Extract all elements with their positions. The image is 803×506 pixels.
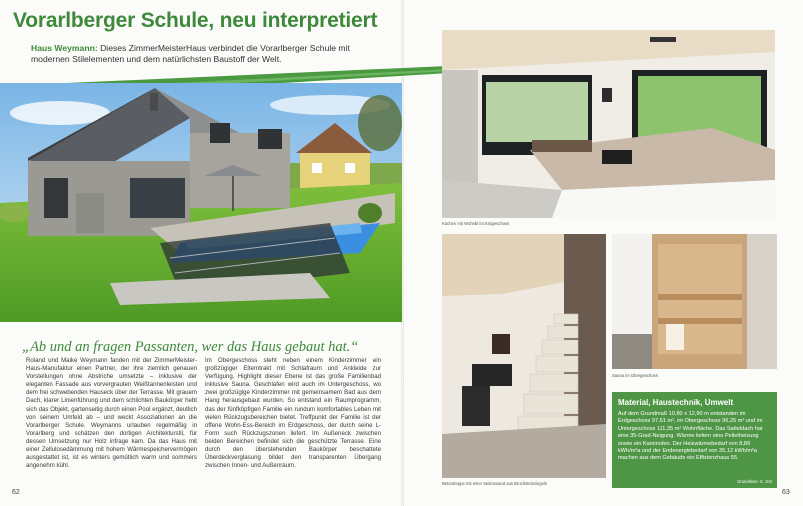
pull-quote: „Ab und an fragen Passanten, wer das Haus gebaut hat.“	[22, 339, 359, 355]
info-box-body: Auf dem Grundmaß 10,80 x 12,90 m entstanden im Erdgeschoss 97,61 m², im Obergeschoss 96,25 m² und im Untergeschoss 111,35 m² Wohnfläche. Das Satteldach hat eine 35-Grad-Neigung. Wärme liefern eine Pelletheizung sowie ein Kaminofen. Der Heizwärmebedarf von 8,89 kWh/m²a und der Endenergiebedarf von 35,12 kWh/m²a machen aus dem Gebäude ein Effizienzhaus 55.	[618, 411, 763, 462]
staircase-photo	[442, 234, 606, 478]
body-column-1: Roland und Maike Weymann fanden mit der ZimmerMeister-Haus-Manufaktur einen Partner, der ihre ziemlich genauen Vorstellungen ohne Abstriche umsetzte – inklusive der eleganten Fassade aus vorvergrauten Weißtannenleisten und dem frei schwebenden Hauseck über der Terrasse. Mit grauem Dach, klarer Linienführung und dem schlichten Baukörper hebt sich das Objekt, gartenseitig durch einen Pool ergänzt, deutlich von seinem Umfeld ab – und weckt Assoziationen an die Vorarlberger Schule. Weymanns urlauben regelmäßig in Vorarlberg und schätzen den dortigen Architekturstil, für dessen Umsetzung nur Holz infrage kam. Da das Haus mit einer Zellulosedämmung mit hohem Wärmespeichervermögen ausgestattet ist, ist es winters gemütlich warm und sommers angenehm kühl.	[26, 357, 197, 470]
lead-text: Dieses ZimmerMeisterHaus verbindet die Vorarlberger Schule mit modernen Stilelementen und dem natürlichsten Baustoff der Welt.	[31, 43, 350, 64]
lead-label: Haus Weymann:	[31, 43, 98, 53]
caption-sauna: Sauna im Obergeschoss	[612, 373, 658, 378]
staircase-illustration	[442, 234, 606, 478]
caption-kitchen: Küchen mit Wohnbl im Erdgeschoss	[442, 221, 510, 226]
house-exterior-illustration	[0, 83, 402, 322]
lead-paragraph	[31, 43, 387, 65]
sauna-photo	[612, 234, 777, 369]
info-box-source: Grundrisse: S. 104	[737, 479, 772, 484]
caption-stairs: Betontreppe mit einer Seitenwand aus Bruchsteinziegeln	[442, 481, 548, 486]
page-number-right: 63	[782, 489, 790, 496]
kitchen-illustration	[442, 30, 775, 218]
article-title: Vorarlberger Schule, neu interpretiert	[13, 9, 378, 32]
house-exterior-photo	[0, 83, 402, 322]
page-number-left: 62	[12, 489, 20, 496]
info-box-title: Material, Haustechnik, Umwelt	[618, 398, 734, 407]
info-box	[612, 392, 777, 488]
kitchen-photo	[442, 30, 775, 218]
sauna-illustration	[612, 234, 777, 369]
body-column-2: Im Obergeschoss steht neben einem Kinderzimmer ein großzügiger Elterntrakt mit Schlafraum und Ankleide zur Verfügung. Highlight dieser Ebene ist das große Familienbad inklusive Sauna. Geschlafen wird auch im Untergeschoss, wo zwei großzügige Kinderzimmer mit gemeinsamem Bad aus dem Hang herausgebaut wurden. So entstand ein Raumprogramm, das der fünfköpfigen Familie ein rundum komfortables Leben mit vielen Rückzugsbereichen bietet. Treffpunkt der Familie ist der offene Wohn-Ess-Bereich im Erdgeschoss, der durch seine L-Form such Rückzugszonen liefert. Im Außeneck zwischen beiden Bereichen befindet sich die geschützte Terrasse. Eine durch den überstehenden Baukörper beschattete Überdeckverglasung bildet den transparenten Übergang zwischen Innen- und Außenraum.	[205, 357, 381, 470]
